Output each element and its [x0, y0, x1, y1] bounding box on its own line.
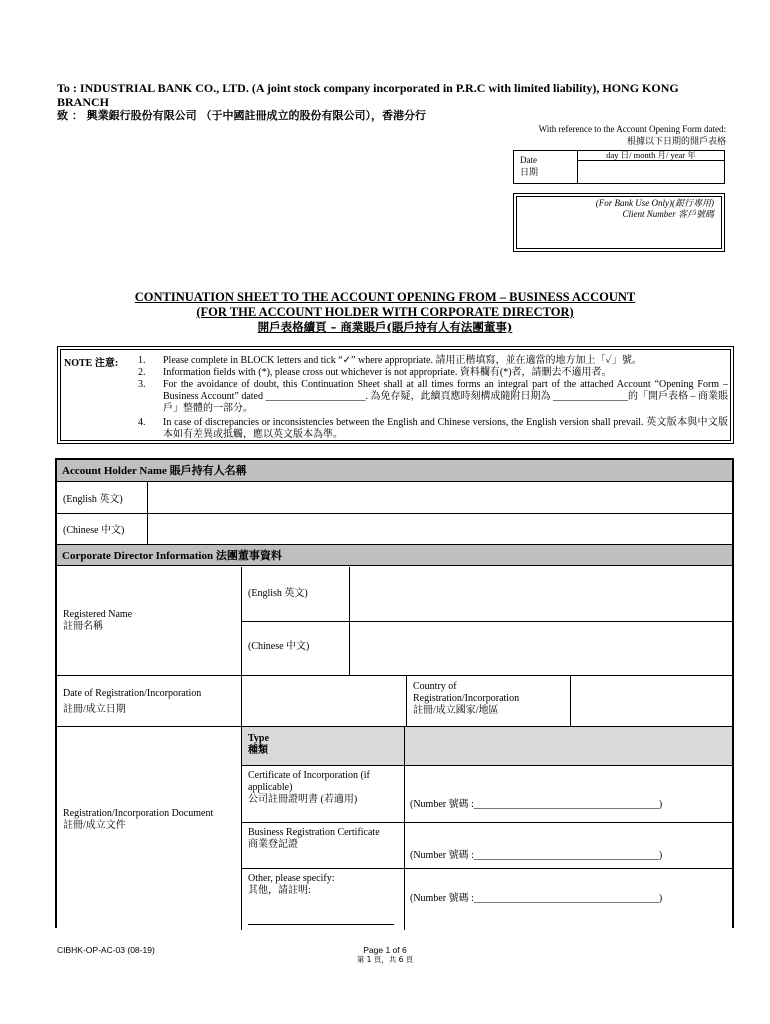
title-line1: CONTINUATION SHEET TO THE ACCOUNT OPENING FROM – BUSINESS ACCOUNT	[134, 290, 636, 304]
other-specify-line[interactable]	[248, 924, 394, 925]
client-number-label: Client Number 客戶號碼	[622, 209, 714, 219]
holder-english-label: (English 英文)	[63, 494, 123, 505]
holder-chinese-field[interactable]	[148, 514, 732, 544]
holder-english-field[interactable]	[148, 483, 732, 513]
country-registration-label: Country of Registration/Incorporation 註冊/成立國家/地區	[413, 681, 520, 716]
account-holder-header: Account Holder Name 賬戶持有人名稱	[57, 460, 732, 482]
cert-incorporation-number[interactable]: (Number 號碼 :_____________________________________)	[410, 799, 663, 810]
business-registration-number[interactable]: (Number 號碼 :_____________________________________)	[410, 850, 663, 861]
director-english-label: (English 英文)	[248, 588, 308, 599]
holder-chinese-label: (Chinese 中文)	[63, 525, 125, 536]
type-header-row	[242, 727, 732, 765]
bank-use-label: (For Bank Use Only)(銀行專用)	[595, 198, 714, 208]
other-document-option[interactable]: Other, please specify: 其他，請註明:	[248, 873, 335, 896]
note-label: NOTE 注意:	[64, 358, 119, 369]
date-label: Date 日期	[520, 155, 539, 177]
form-code: CIBHK-OP-AC-03 (08-19)	[57, 945, 155, 955]
title-line3: 開戶表格續頁 – 商業賬戶(賬戶持有人有法團董事)	[257, 320, 513, 334]
other-document-number[interactable]: (Number 號碼 :_____________________________________)	[410, 893, 663, 904]
business-registration-option[interactable]: Business Registration Certificate 商業登記證	[248, 827, 380, 850]
notes-box: NOTE 注意: 1. Please complete in BLOCK letters and tick “✓” where appropriate. 請用正楷填寫，並在適當的地方加上「✓」號。 2. Information fields with (*), please cross out whichever is not appropriate. 資料欄有(*)者，請刪去不適用者。 3. For the avoidance of doubt, this Continuation Sheet shall at all times forms an integral part of the attached Account “Opening Form – Business Account” dated ____________________. 為免存疑，此續頁應時刻構成隨附日期為 _______________的「開戶表格 – 商業賬戶」整體的一部分。 4. In case of discrepancies or inconsistencies between the English and Chinese versions, the English version shall prevail. 英文版本與中文版本如有差異或抵觸，應以英文版本為準。	[57, 346, 734, 444]
reference-date-field[interactable]	[578, 162, 724, 183]
director-info-header: Corporate Director Information 法團董事資料	[57, 544, 732, 566]
registration-document-label: Registration/Incorporation Document 註冊/成立文件	[63, 808, 214, 831]
date-registration-field[interactable]	[242, 676, 406, 726]
reference-zh: 根據以下日期的開戶表格	[626, 136, 726, 146]
date-format: day 日/ month 月/ year 年	[578, 151, 724, 161]
page-number: Page 1 of 6 第 1 頁，共 6 頁	[356, 945, 414, 964]
addressee-block	[57, 81, 717, 123]
registered-name-label: Registered Name 註冊名稱	[63, 609, 133, 632]
account-form	[55, 458, 734, 928]
title-line2: (FOR THE ACCOUNT HOLDER WITH CORPORATE DIRECTOR)	[196, 305, 574, 319]
director-english-field[interactable]	[350, 568, 732, 621]
director-chinese-label: (Chinese 中文)	[248, 641, 310, 652]
addressee-zh: 致 ： 興業銀行股份有限公司 （于中國註冊成立的股份有限公司），香港分行	[57, 109, 426, 122]
bank-use-box	[513, 193, 725, 252]
reference-date-box	[513, 150, 725, 184]
cert-incorporation-option[interactable]: Certificate of Incorporation (if applicable) 公司註冊證明書 (若適用)	[248, 770, 370, 805]
date-registration-label: Date of Registration/Incorporation 註冊/成立日期	[63, 688, 202, 715]
reference-en: With reference to the Account Opening Form dated:	[538, 124, 726, 134]
addressee-en: To : INDUSTRIAL BANK CO., LTD. (A joint stock company incorporated in P.R.C with limited liability), HONG KONG BRANCH	[57, 81, 679, 109]
country-registration-field[interactable]	[571, 676, 732, 726]
director-chinese-field[interactable]	[350, 622, 732, 675]
type-label: Type 種類	[248, 733, 269, 756]
